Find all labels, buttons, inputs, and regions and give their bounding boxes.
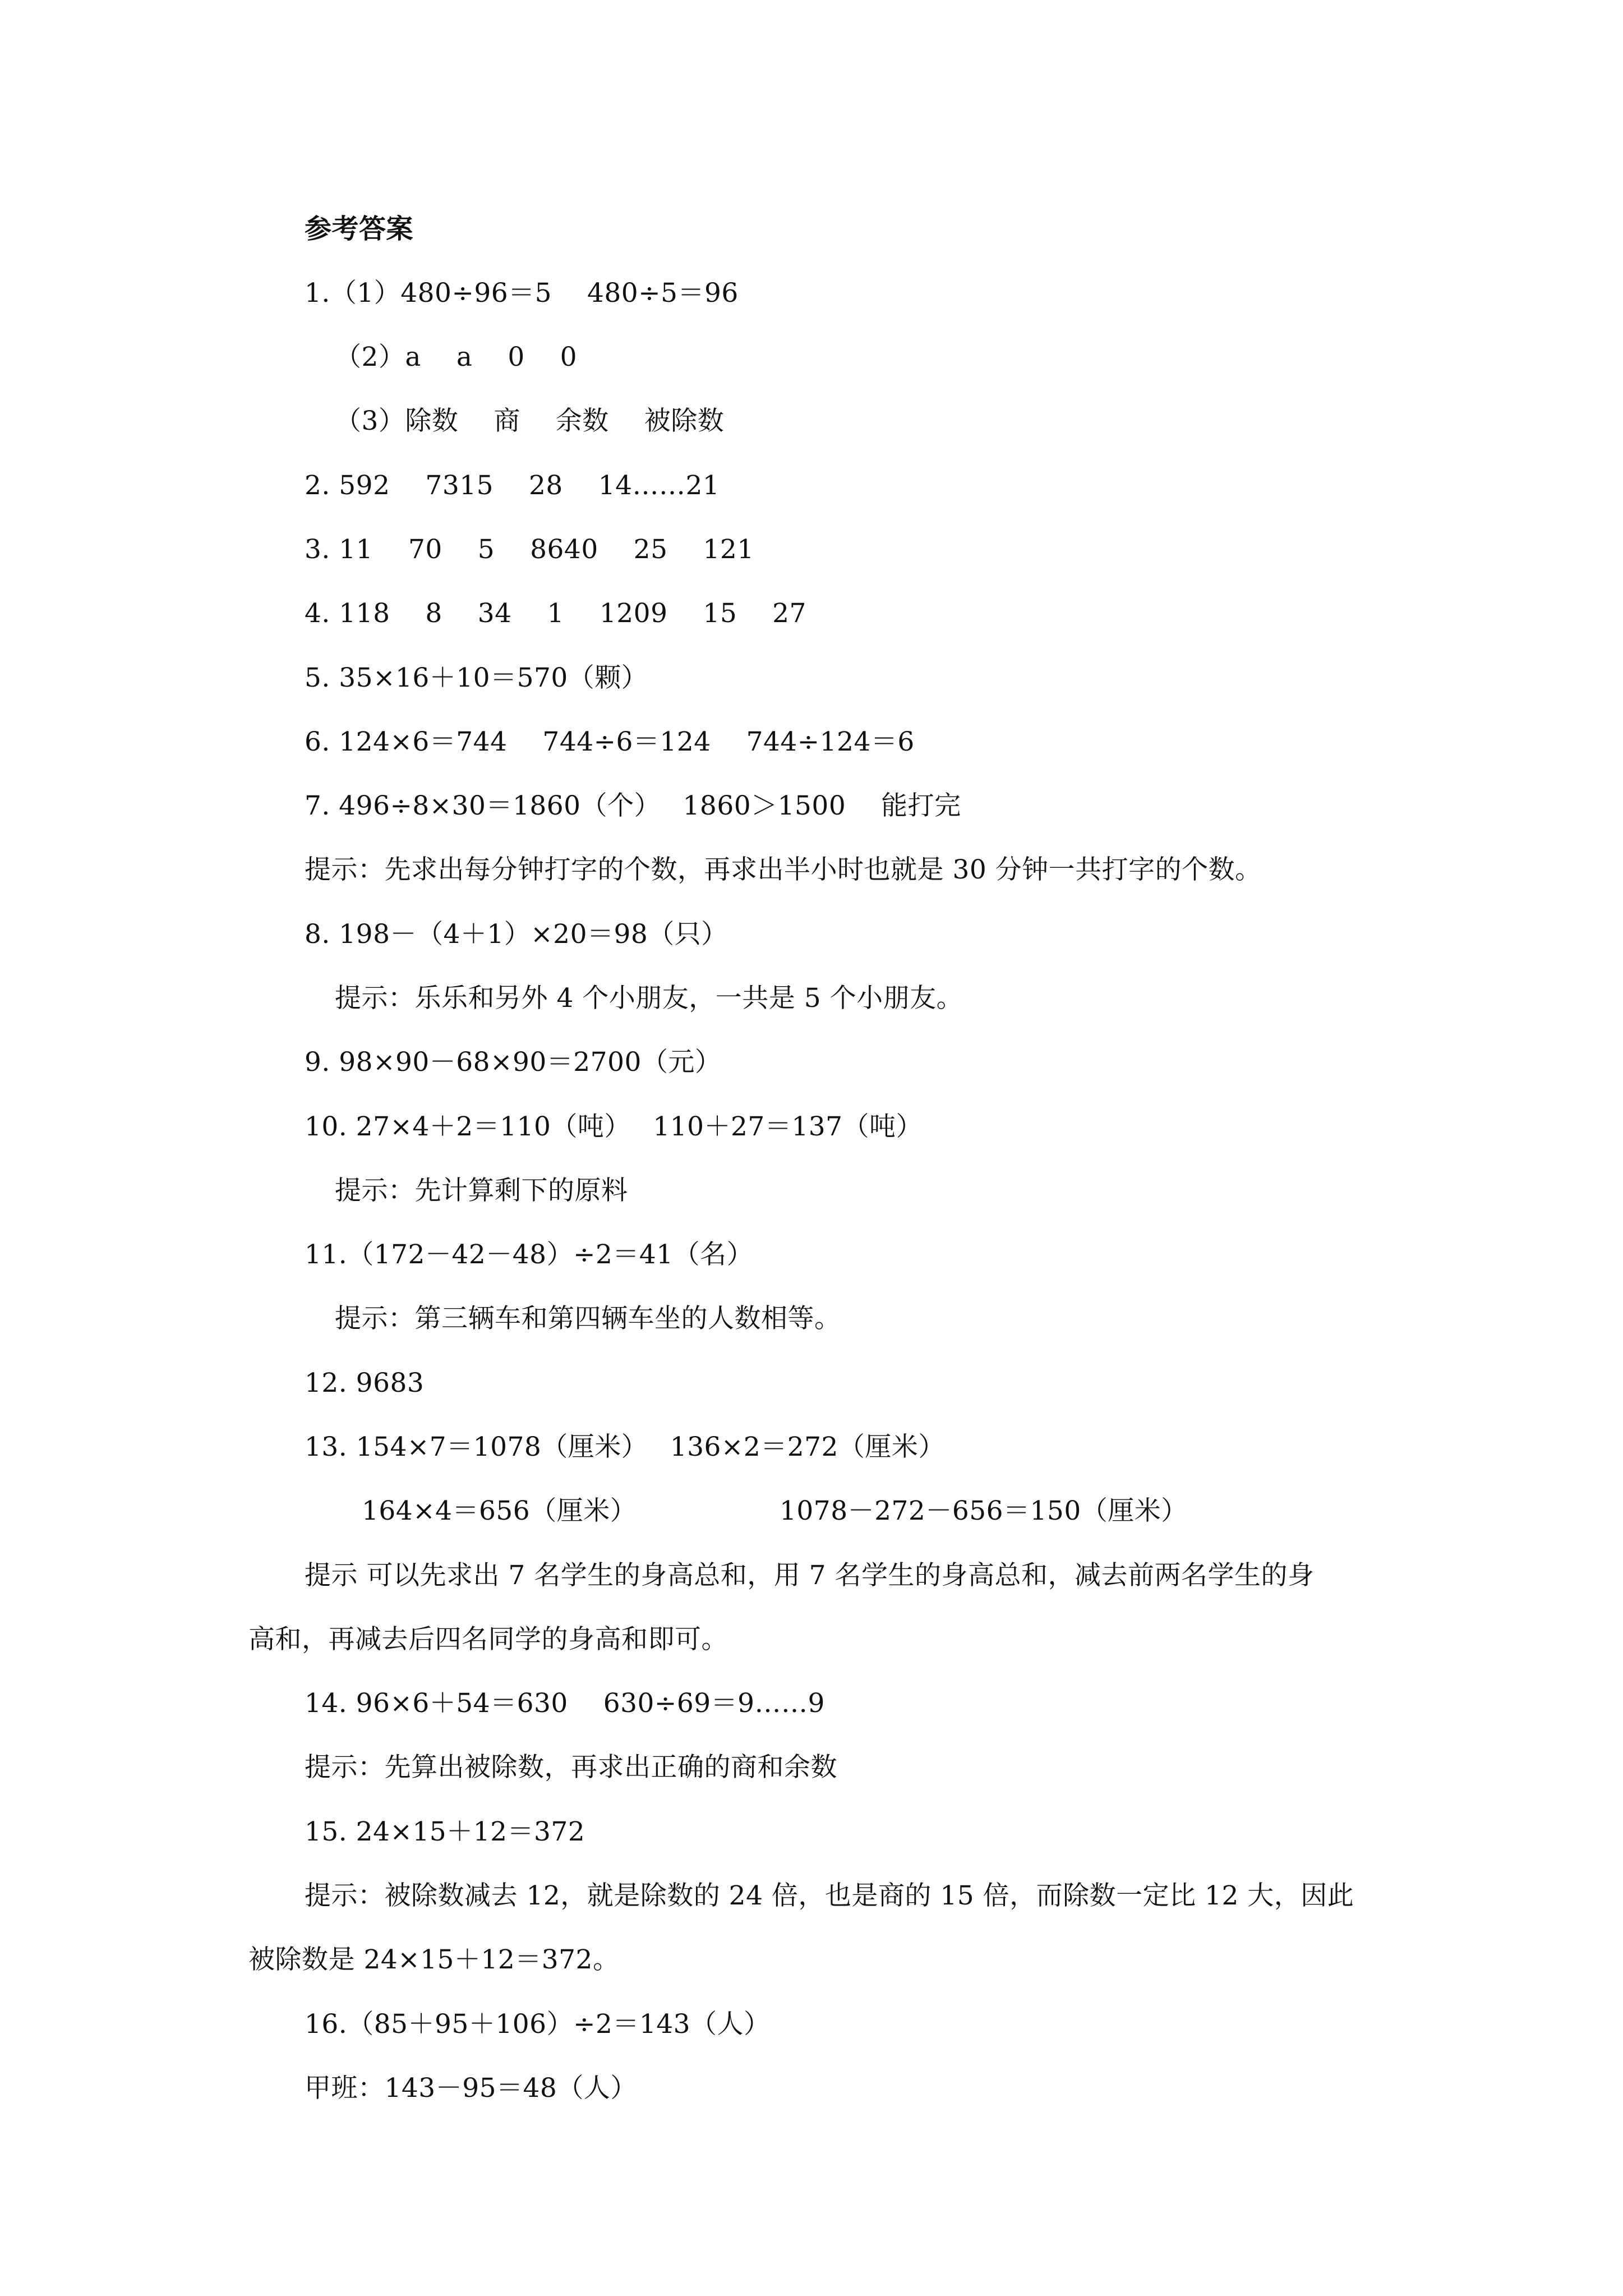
hint-8: 提示：乐乐和另外 4 个小朋友，一共是 5 个小朋友。 [335,983,963,1014]
hint-7: 提示：先求出每分钟打字的个数，再求出半小时也就是 30 分钟一共打字的个数。 [305,854,1262,885]
answer-line-13-1: 13. 154×7＝1078（厘米） 136×2＝272（厘米） [305,1432,945,1462]
page-title: 参考答案 [305,213,414,245]
answer-line-11: 11.（172－42－48）÷2＝41（名） [305,1239,754,1270]
answer-line-16: 16.（85＋95＋106）÷2＝143（人） [305,2009,771,2040]
answer-line-2: 2. 592 7315 28 14……21 [305,470,720,501]
hint-13-1: 提示 可以先求出 7 名学生的身高总和，用 7 名学生的身高总和，减去前两名学生的身 [305,1560,1315,1591]
hint-10: 提示：先计算剩下的原料 [335,1175,628,1206]
hint-11: 提示：第三辆车和第四辆车坐的人数相等。 [335,1303,841,1334]
answer-line-1-3: （3）除数 商 余数 被除数 [335,406,725,436]
answer-line-5: 5. 35×16＋10＝570（颗） [305,662,648,693]
answer-line-13-2a: 164×4＝656（厘米） [362,1496,637,1526]
hint-13-2: 高和，再减去后四名同学的身高和即可。 [248,1624,728,1655]
answer-line-14: 14. 96×6＋54＝630 630÷69＝9……9 [305,1688,825,1719]
answer-line-6: 6. 124×6＝744 744÷6＝124 744÷124＝6 [305,726,915,757]
answer-line-4: 4. 118 8 34 1 1209 15 27 [305,598,806,629]
answer-line-15: 15. 24×15＋12＝372 [305,1816,585,1847]
answer-line-10: 10. 27×4＋2＝110（吨） 110＋27＝137（吨） [305,1111,923,1142]
answer-line-13-2b: 1078－272－656＝150（厘米） [780,1496,1188,1526]
answer-line-3: 3. 11 70 5 8640 25 121 [305,534,754,565]
answer-line-16-class-a: 甲班：143－95＝48（人） [305,2073,637,2104]
answer-line-1-2: （2）a a 0 0 [335,342,578,372]
hint-14: 提示：先算出被除数，再求出正确的商和余数 [305,1752,837,1783]
hint-15-2: 被除数是 24×15＋12＝372。 [248,1944,620,1975]
answer-line-7: 7. 496÷8×30＝1860（个） 1860＞1500 能打完 [305,790,961,821]
answer-line-9: 9. 98×90－68×90＝2700（元） [305,1047,722,1078]
answer-line-8: 8. 198－（4＋1）×20＝98（只） [305,919,728,950]
answer-line-12: 12. 9683 [305,1368,425,1398]
hint-15-1: 提示：被除数减去 12，就是除数的 24 倍，也是商的 15 倍，而除数一定比 12 大，因此 [305,1880,1354,1911]
answer-line-1-1: 1.（1）480÷96＝5 480÷5＝96 [305,278,739,309]
